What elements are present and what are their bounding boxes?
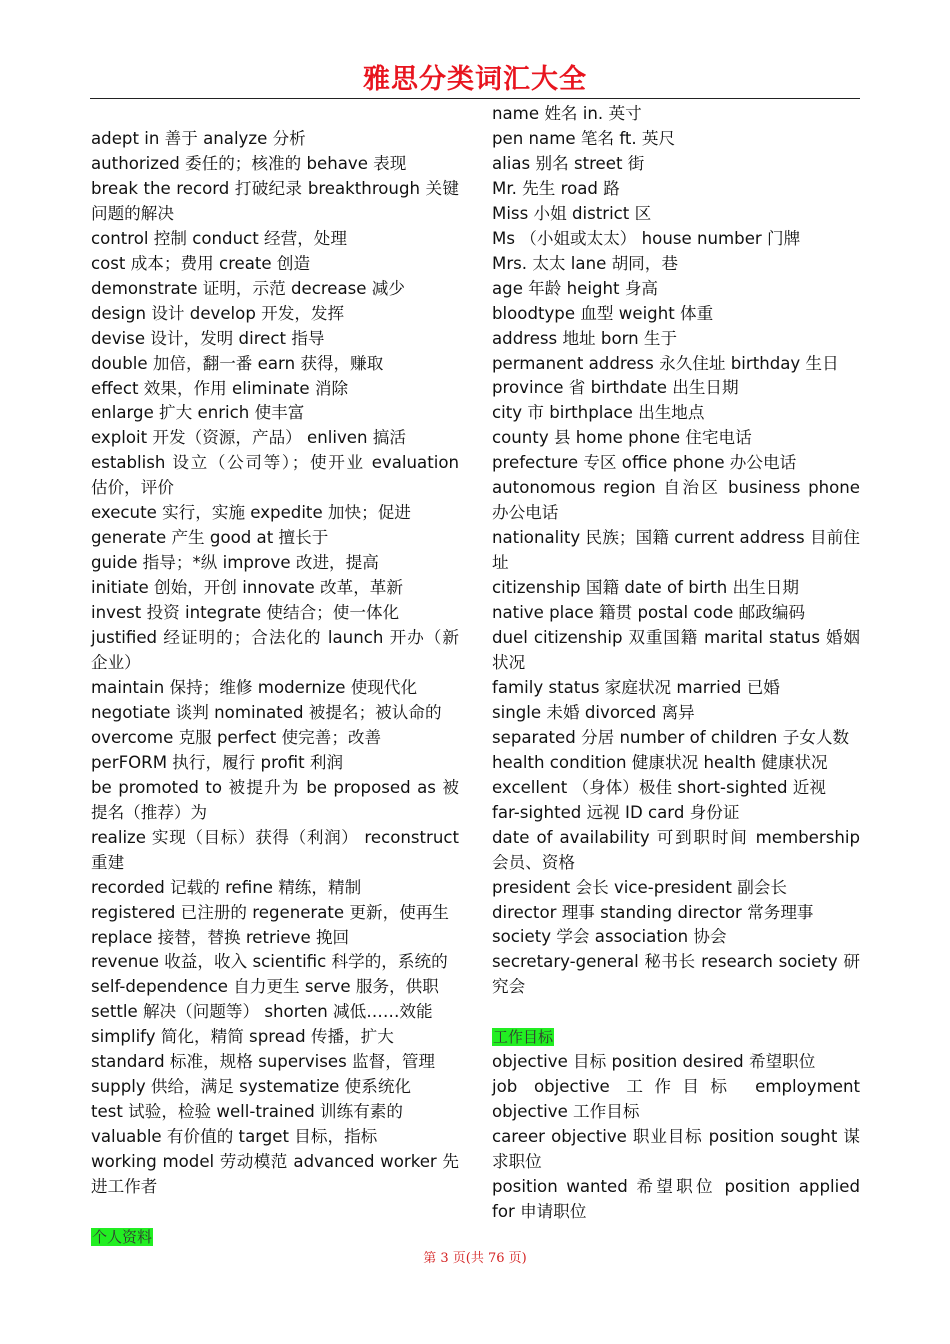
vocab-entry: enlarge 扩大 enrich 使丰富 — [91, 403, 305, 423]
vocab-entry: job objective 工作目标 employment objective 工作目标 — [492, 1077, 860, 1122]
vocab-entry: cost 成本；费用 create 创造 — [91, 253, 311, 273]
vocab-entry: double 加倍，翻一番 earn 获得，赚取 — [91, 353, 384, 373]
vocab-entry: excellent （身体）极佳 short-sighted 近视 — [492, 777, 826, 797]
vocab-entry: province 省 birthdate 出生日期 — [492, 378, 739, 398]
vocab-entry: self-dependence 自力更生 serve 服务，供职 — [91, 977, 439, 997]
vocab-entry: design 设计 develop 开发，发挥 — [91, 303, 345, 323]
vocab-entry: alias 别名 street 街 — [492, 153, 645, 173]
vocab-entry: autonomous region 自治区 business phone 办公电话 — [492, 478, 860, 523]
vocab-entry: career objective 职业目标 position sought 谋求职位 — [492, 1127, 860, 1172]
vocab-entry: address 地址 born 生于 — [492, 328, 678, 348]
page-title: 雅思分类词汇大全 — [363, 64, 587, 95]
vocab-entry: replace 接替，替换 retrieve 挽回 — [91, 927, 350, 947]
vocab-entry: pen name 笔名 ft. 英尺 — [492, 128, 676, 148]
vocab-entry: prefecture 专区 office phone 办公电话 — [492, 453, 797, 473]
vocab-entry: break the record 打破纪录 breakthrough 关键问题的解决 — [91, 178, 459, 223]
vocab-entry: citizenship 国籍 date of birth 出生日期 — [492, 578, 799, 598]
right-vocab-list-objective — [492, 1050, 860, 1225]
vocab-entry: simplify 简化，精简 spread 传播，扩大 — [91, 1027, 394, 1047]
vocab-entry: name 姓名 in. 英寸 — [492, 104, 642, 123]
vocab-entry: bloodtype 血型 weight 体重 — [492, 303, 714, 323]
vocab-entry: permanent address 永久住址 birthday 生日 — [492, 353, 839, 373]
vocab-entry: duel citizenship 双重国籍 marital status 婚姻状况 — [492, 628, 860, 672]
vocab-entry: effect 效果，作用 eliminate 消除 — [91, 378, 349, 398]
vocab-entry: Miss 小姐 district 区 — [492, 203, 652, 223]
vocab-entry: native place 籍贯 postal code 邮政编码 — [492, 603, 806, 623]
vocab-entry: society 学会 association 协会 — [492, 927, 727, 947]
vocab-entry: director 理事 standing director 常务理事 — [492, 902, 814, 922]
vocab-entry: health condition 健康状况 health 健康状况 — [492, 752, 828, 772]
right-column — [492, 102, 860, 1225]
vocab-entry: position wanted 希望职位 position applied for 申请职位 — [492, 1176, 860, 1221]
vocab-entry: president 会长 vice-president 副会长 — [492, 877, 787, 897]
vocab-entry: perFORM 执行，履行 profit 利润 — [91, 752, 344, 772]
vocab-entry: be promoted to 被提升为 be proposed as 被提名（推荐）为 — [91, 777, 459, 822]
left-column — [91, 127, 459, 1250]
vocab-entry: exploit 开发（资源，产品） enliven 搞活 — [91, 428, 406, 448]
vocab-entry: secretary-general 秘书长 research society 研究会 — [492, 952, 860, 997]
vocab-entry: date of availability 可到职时间 membership 会员、资格 — [492, 827, 860, 872]
title-divider — [90, 98, 860, 99]
vocab-entry: recorded 记载的 refine 精练，精制 — [91, 877, 362, 897]
vocab-entry: maintain 保持；维修 modernize 使现代化 — [91, 677, 418, 697]
vocab-entry: valuable 有价值的 target 目标，指标 — [91, 1127, 378, 1147]
vocab-entry: invest 投资 integrate 使结合；使一体化 — [91, 603, 400, 623]
right-vocab-list-personal — [492, 102, 860, 1000]
vocab-entry: far-sighted 远视 ID card 身份证 — [492, 802, 740, 822]
vocab-entry: registered 已注册的 regenerate 更新，使再生 — [91, 902, 449, 922]
vocab-entry: execute 实行，实施 expedite 加快；促进 — [91, 503, 411, 523]
vocab-entry: Ms （小姐或太太） house number 门牌 — [492, 228, 801, 248]
vocab-entry: initiate 创始，开创 innovate 改革，革新 — [91, 578, 403, 598]
vocab-entry: standard 标准，规格 supervises 监督，管理 — [91, 1052, 436, 1072]
vocab-entry: demonstrate 证明，示范 decrease 减少 — [91, 278, 405, 298]
vocab-entry: test 试验，检验 well-trained 训练有素的 — [91, 1102, 403, 1122]
vocab-entry: negotiate 谈判 nominated 被提名；被认命的 — [91, 702, 442, 722]
vocab-entry: guide 指导；*纵 improve 改进，提高 — [91, 553, 379, 573]
vocab-entry: single 未婚 divorced 离异 — [492, 702, 695, 722]
spacer — [91, 1200, 459, 1225]
vocab-entry: Mr. 先生 road 路 — [492, 178, 620, 198]
vocab-entry: nationality 民族；国籍 current address 目前住址 — [492, 528, 860, 573]
highlighted-heading: 工作目标 — [493, 1028, 554, 1047]
vocab-entry: overcome 克服 perfect 使完善；改善 — [91, 727, 382, 747]
vocab-entry: city 市 birthplace 出生地点 — [492, 403, 705, 423]
vocab-entry: authorized 委任的；核准的 behave 表现 — [91, 153, 407, 173]
vocab-entry: adept in 善于 analyze 分析 — [91, 129, 306, 148]
spacer — [492, 1000, 860, 1025]
vocab-entry: supply 供给，满足 systematize 使系统化 — [91, 1077, 412, 1097]
vocab-entry: settle 解决（问题等） shorten 减低……效能 — [91, 1002, 433, 1022]
vocab-entry: age 年龄 height 身高 — [492, 278, 659, 298]
vocab-entry: county 县 home phone 住宅电话 — [492, 428, 752, 448]
section-heading-objective — [492, 1025, 860, 1050]
vocab-entry: working model 劳动模范 advanced worker 先进工作者 — [91, 1152, 459, 1197]
vocab-entry: devise 设计，发明 direct 指导 — [91, 328, 325, 348]
vocab-entry: objective 目标 position desired 希望职位 — [492, 1052, 816, 1072]
vocab-entry: generate 产生 good at 擅长于 — [91, 528, 329, 548]
vocab-entry: Mrs. 太太 lane 胡同，巷 — [492, 253, 678, 273]
vocab-entry: realize 实现（目标）获得（利润） reconstruct 重建 — [91, 827, 459, 872]
vocab-entry: control 控制 conduct 经营，处理 — [91, 228, 347, 248]
vocab-entry: establish 设立（公司等）；使开业 evaluation 估价，评价 — [91, 453, 459, 498]
vocab-entry: separated 分居 number of children 子女人数 — [492, 727, 850, 747]
vocab-entry: justified 经证明的；合法化的 launch 开办（新企业） — [91, 628, 459, 673]
left-vocab-list — [91, 127, 459, 1200]
vocab-entry: revenue 收益，收入 scientific 科学的，系统的 — [91, 952, 448, 972]
highlighted-heading: 个人资料 — [92, 1227, 153, 1246]
page-number-footer: 第 3 页(共 76 页) — [423, 1251, 527, 1266]
vocab-entry: family status 家庭状况 married 已婚 — [492, 677, 780, 697]
